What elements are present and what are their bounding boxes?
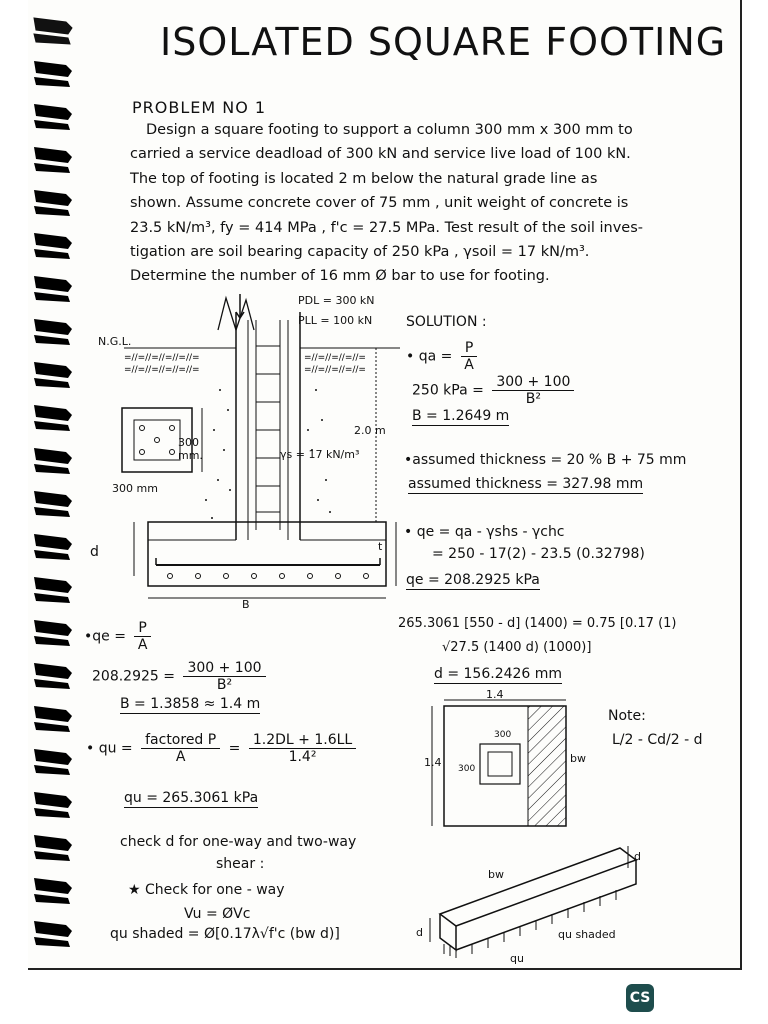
qa-den: A xyxy=(464,357,474,373)
spiral-ring xyxy=(34,233,72,259)
load-ll-label: PLL = 100 kN xyxy=(298,314,373,327)
qu-den: A xyxy=(175,749,186,765)
spiral-ring xyxy=(34,491,72,517)
iso-bw: bw xyxy=(488,868,504,881)
qe-left-equation xyxy=(84,620,155,653)
qu-result: qu = 265.3061 kPa xyxy=(124,790,259,806)
camscanner-badge: CS xyxy=(626,984,654,1012)
qe-substitution: = 250 - 17(2) - 23.5 (0.32798) xyxy=(432,546,645,562)
d-result: d = 156.2426 mm xyxy=(434,666,563,682)
problem-statement xyxy=(130,118,750,289)
footing-section-diagram xyxy=(90,290,420,620)
shaded-equation: qu shaded = Ø[0.17λ√f'c (bw d)] xyxy=(110,926,340,942)
spiral-ring xyxy=(34,706,72,732)
spiral-ring xyxy=(34,147,72,173)
b-result-1: B = 1.2649 m xyxy=(412,408,510,424)
qe-left-den: A xyxy=(137,637,148,653)
note-title: Note: xyxy=(608,708,646,724)
statement-line: 23.5 kN/m³, fy = 414 MPa , f'c = 27.5 MPa. Test result of the soil inves- xyxy=(130,219,643,236)
statement-line: carried a service deadload of 300 kN and service live load of 100 kN. xyxy=(130,146,631,163)
shear-strip-diagram xyxy=(410,838,660,958)
iso-shaded: qu shaded xyxy=(558,928,616,941)
spiral-ring xyxy=(34,362,72,388)
spiral-ring xyxy=(34,18,72,44)
qe-left-num: P xyxy=(134,620,150,637)
spiral-ring xyxy=(34,448,72,474)
spiral-ring xyxy=(34,405,72,431)
notebook-page xyxy=(28,0,742,970)
solution-heading: SOLUTION : xyxy=(406,314,487,330)
qe-left-sub-lhs: 208.2925 = xyxy=(92,668,175,685)
spiral-ring xyxy=(34,663,72,689)
qe-result: qe = 208.2925 kPa xyxy=(406,572,540,588)
qu-num: factored P xyxy=(141,732,220,749)
qu2-num: 1.2DL + 1.6LL xyxy=(249,732,356,749)
qe-left-substitution xyxy=(92,660,270,693)
qe-equation: • qe = qa - γshs - γchc xyxy=(404,524,565,540)
gamma-s-label: γs = 17 kN/m³ xyxy=(280,448,360,461)
statement-line: tigation are soil bearing capacity of 250 kPa , γsoil = 17 kN/m³. xyxy=(130,244,590,261)
iso-d-left: d xyxy=(416,926,423,939)
d-label: d xyxy=(90,544,99,560)
qu-equation xyxy=(86,732,360,765)
height-label: 2.0 m xyxy=(354,424,386,437)
shear-equation-1: 265.3061 [550 - d] (1400) = 0.75 [0.17 (1) xyxy=(398,616,677,631)
qa-equation xyxy=(406,340,481,373)
qa-substitution xyxy=(412,374,578,407)
check-line-2: shear : xyxy=(216,856,265,872)
qu2-den: 1.4² xyxy=(288,749,317,765)
svg-text:=//=//=//=//=//=: =//=//=//=//=//= xyxy=(124,365,200,375)
spiral-ring xyxy=(34,792,72,818)
statement-line: Determine the number of 16 mm Ø bar to use for footing. xyxy=(130,268,550,285)
t-label: t xyxy=(378,540,383,553)
spiral-ring xyxy=(34,534,72,560)
spiral-ring xyxy=(34,749,72,775)
iso-qu: qu xyxy=(510,952,524,965)
qe-left-lhs: •qe = xyxy=(84,628,126,645)
vu-equation: Vu = ØVc xyxy=(184,906,251,922)
qa-sub-num: 300 + 100 xyxy=(492,374,574,391)
qa-sub-lhs: 250 kPa = xyxy=(412,382,484,399)
iso-d-top: d xyxy=(634,850,641,863)
check-line-1: check d for one-way and two-way xyxy=(120,834,357,850)
svg-text:=//=//=//=//=//=: =//=//=//=//=//= xyxy=(124,353,200,363)
qa-num: P xyxy=(461,340,477,357)
spiral-ring xyxy=(34,104,72,130)
shear-equation-2: √27.5 (1400 d) (1000)] xyxy=(442,640,592,655)
plan-col-left: 300 xyxy=(458,764,476,774)
thickness-result: assumed thickness = 327.98 mm xyxy=(408,476,644,492)
statement-line: The top of footing is located 2 m below the natural grade line as xyxy=(130,170,598,187)
problem-number: PROBLEM NO 1 xyxy=(132,98,267,117)
plan-col-top: 300 xyxy=(494,730,512,740)
spiral-ring xyxy=(34,319,72,345)
plan-dim-top: 1.4 xyxy=(486,688,504,701)
column-size-label: 300 mm. xyxy=(178,436,203,462)
qu-eq-sign: = xyxy=(228,740,241,757)
note-formula: L/2 - Cd/2 - d xyxy=(612,732,703,748)
page-title: ISOLATED SQUARE FOOTING xyxy=(160,20,727,64)
spiral-ring xyxy=(34,276,72,302)
one-way-check: ★ Check for one - way xyxy=(128,882,285,898)
spiral-ring xyxy=(34,921,72,947)
qa-sub-den: B² xyxy=(525,391,541,407)
svg-text:=//=//=//=//=: =//=//=//=//= xyxy=(304,365,366,375)
spiral-ring xyxy=(34,835,72,861)
ngl-label: N.G.L. xyxy=(98,335,132,348)
spiral-ring xyxy=(34,577,72,603)
qu-lhs: • qu = xyxy=(86,740,133,757)
plan-bw: bw xyxy=(570,752,586,765)
b-result-2: B = 1.3858 ≈ 1.4 m xyxy=(120,696,261,712)
qa-lhs: • qa = xyxy=(406,348,453,365)
svg-text:=//=//=//=//=: =//=//=//=//= xyxy=(304,353,366,363)
plan-size-label: 300 mm xyxy=(112,482,158,495)
qe-left-sub-num: 300 + 100 xyxy=(183,660,265,677)
thickness-equation: •assumed thickness = 20 % B + 75 mm xyxy=(404,452,687,468)
spiral-ring xyxy=(34,190,72,216)
spiral-ring xyxy=(34,61,72,87)
b-label: B xyxy=(242,598,250,611)
spiral-ring xyxy=(34,878,72,904)
load-dl-label: PDL = 300 kN xyxy=(298,294,375,307)
statement-line: shown. Assume concrete cover of 75 mm , unit weight of concrete is xyxy=(130,195,629,212)
qe-left-sub-den: B² xyxy=(216,677,233,693)
plan-dim-left: 1.4 xyxy=(424,756,442,769)
statement-line: Design a square footing to support a column 300 mm x 300 mm to xyxy=(146,122,633,138)
spiral-ring xyxy=(34,620,72,646)
